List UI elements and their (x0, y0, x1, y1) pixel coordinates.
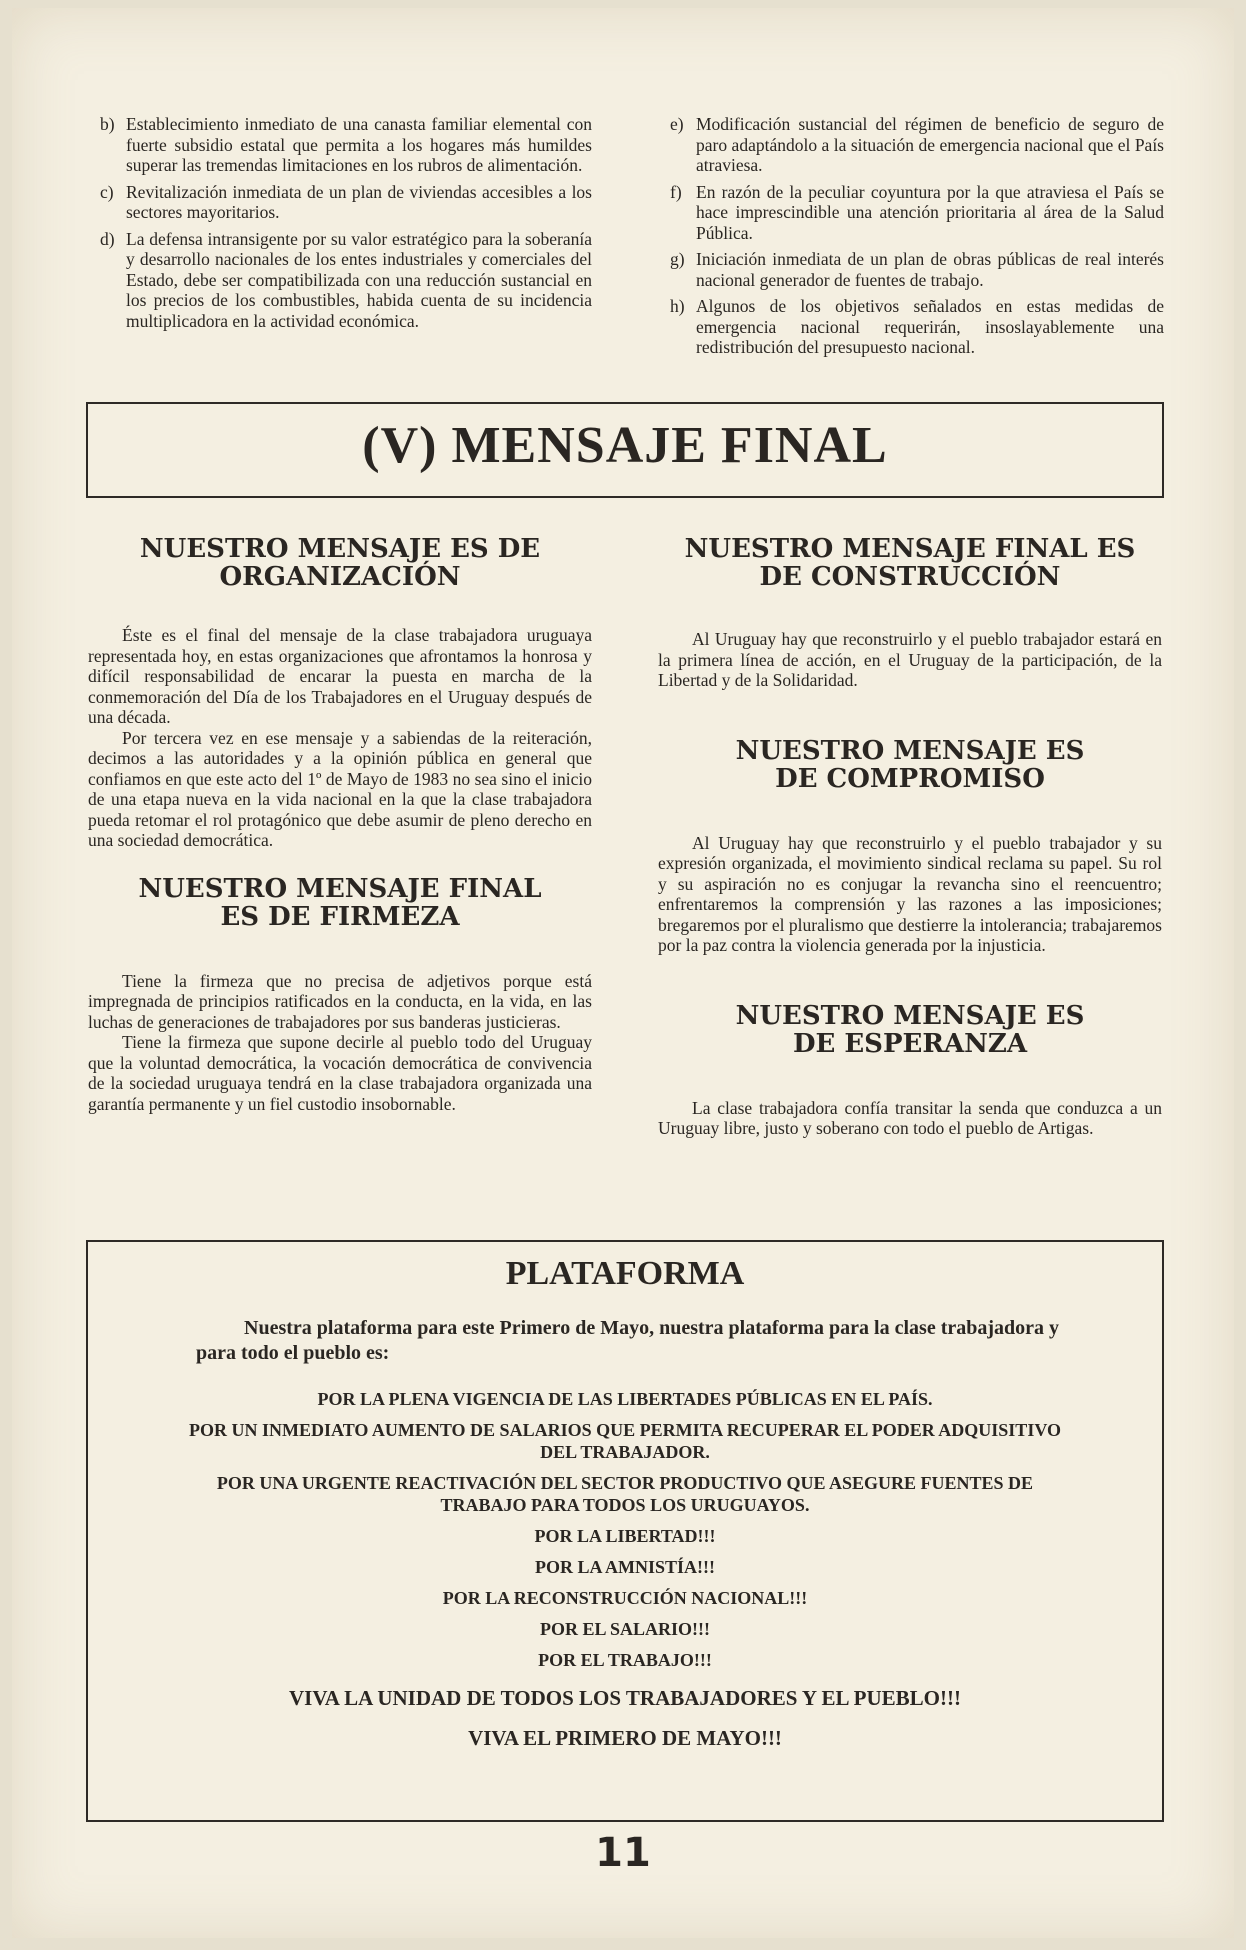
messages-left-column (88, 535, 592, 1114)
plataforma-item: POR EL SALARIO!!! (539, 1619, 710, 1639)
plataforma-box (86, 1240, 1164, 1822)
heading-esperanza: NUESTRO MENSAJE ES DE ESPERANZA (735, 1000, 1085, 1059)
paragraph: Éste es el final del mensaje de la clase trabajadora uruguaya representada hoy, en estas organizaciones que afrontamos la honrosa y difícil responsabilidad de encarar la puesta en marcha de la conmemoración del Día de los Trabajadores en el Uruguay después de una década. (88, 625, 592, 727)
plataforma-item: POR UN INMEDIATO AUMENTO DE SALARIOS QUE PERMITA RECUPERAR EL PODER ADQUISITIVO DEL TRABAJADOR. (189, 1420, 1061, 1462)
plataforma-item: POR UNA URGENTE REACTIVACIÓN DEL SECTOR PRODUCTIVO QUE ASEGURE FUENTES DE TRABAJO PARA TODOS LOS URUGUAYOS. (216, 1473, 1034, 1515)
paragraph: Tiene la firmeza que supone decirle al pueblo todo del Uruguay que la voluntad democrática, la vocación democrática de convivencia de la sociedad uruguaya tendrá en la clase trabajadora organizada una garantía permanente y un fiel custodio insobornable. (88, 1032, 592, 1114)
measures-right-column (670, 114, 1164, 364)
paragraph: La clase trabajadora confía transitar la senda que conduzca a un Uruguay libre, justo y soberano con todo el pueblo de Artigas. (658, 1097, 1162, 1138)
plataforma-item: POR LA RECONSTRUCCIÓN NACIONAL!!! (442, 1588, 808, 1608)
plataforma-item: POR EL TRABAJO!!! (538, 1650, 712, 1670)
page-number: 11 (595, 1830, 651, 1876)
paragraph: Al Uruguay hay que reconstruirlo y el pueblo trabajador estará en la primera línea de acción, en el Uruguay de la participación, de la Libertad y de la Solidaridad. (658, 629, 1162, 690)
plataforma-item: POR LA PLENA VIGENCIA DE LAS LIBERTADES PÚBLICAS EN EL PAÍS. (317, 1389, 933, 1409)
measure-item: c) Revitalización inmediata de un plan de viviendas accesibles a los sectores mayoritarios. (100, 181, 592, 222)
plataforma-viva-unidad: VIVA LA UNIDAD DE TODOS LOS TRABAJADORES Y EL PUEBLO!!! (289, 1686, 961, 1710)
heading-organizacion: NUESTRO MENSAJE ES DE ORGANIZACIÓN (139, 534, 541, 592)
measures-left-column (100, 114, 592, 337)
measure-item: d) La defensa intransigente por su valor estratégico para la soberanía y desarrollo nacionales de los entes industriales y comerciales del Estado, debe ser compatibilizada con una reducción sustancial en los precios de los combustibles, habida cuenta de su incidencia multiplicadora en la actividad económica. (100, 228, 592, 331)
plataforma-title: PLATAFORMA (505, 1255, 745, 1292)
section-title-box (86, 402, 1164, 498)
heading-compromiso: NUESTRO MENSAJE ES DE COMPROMISO (735, 735, 1085, 794)
plataforma-item: POR LA AMNISTÍA!!! (534, 1557, 715, 1577)
heading-construccion: NUESTRO MENSAJE FINAL ES DE CONSTRUCCIÓN (684, 534, 1136, 592)
plataforma-intro: Nuestra plataforma para este Primero de Mayo, nuestra plataforma para la clase trabajadora y para todo el pueblo es: (196, 1317, 1060, 1364)
paragraph: Por tercera vez en ese mensaje y a sabiendas de la reiteración, decimos a las autoridades y a la opinión pública en general que confiamos en que este acto del 1º de Mayo de 1983 no sea sino el inicio de una etapa nueva en la vida nacional en la que la clase trabajadora pueda retomar el rol protagónico que debe asumir de pleno derecho en una sociedad democrática. (88, 727, 592, 850)
measure-item: f) En razón de la peculiar coyuntura por la que atraviesa el País se hace imprescindible una atención prioritaria al área de la Salud Pública. (670, 181, 1164, 243)
plataforma-viva-mayo: VIVA EL PRIMERO DE MAYO!!! (468, 1726, 782, 1750)
measure-item: g) Iniciación inmediata de un plan de obras públicas de real interés nacional generador de fuentes de trabajo. (670, 249, 1164, 290)
measure-item: e) Modificación sustancial del régimen de beneficio de seguro de paro adaptándolo a la situación de emergencia nacional que el País atraviesa. (670, 114, 1164, 175)
measure-item: h) Algunos de los objetivos señalados en estas medidas de emergencia nacional requerirán, insoslayablemente una redistribución del presupuesto nacional. (670, 296, 1164, 357)
paragraph: Tiene la firmeza que no precisa de adjetivos porque está impregnada de principios ratificados en la conducta, en la vida, en las luchas de generaciones de trabajadores por sus banderas justicieras. (88, 970, 592, 1032)
paragraph: Al Uruguay hay que reconstruirlo y el pueblo trabajador y su expresión organizada, el movimiento sindical reclama su papel. Su rol y su aspiración no es conjugar la revancha sino el reencuentro; enfrentaremos la comprensión y las razones a las imposiciones; bregaremos por el pluralismo que destierre la intolerancia; trabajaremos por la paz contra la violencia generada por la injusticia. (658, 832, 1162, 955)
heading-firmeza: NUESTRO MENSAJE FINAL ES DE FIRMEZA (138, 873, 542, 932)
messages-right-column (658, 535, 1162, 1139)
section-title: (V) MENSAJE FINAL (362, 417, 888, 474)
measure-item: b) Establecimiento inmediato de una canasta familiar elemental con fuerte subsidio estatal que permita a los hogares más humildes superar las tremendas limitaciones en los rubros de alimentación. (100, 114, 592, 175)
plataforma-item: POR LA LIBERTAD!!! (534, 1526, 716, 1546)
